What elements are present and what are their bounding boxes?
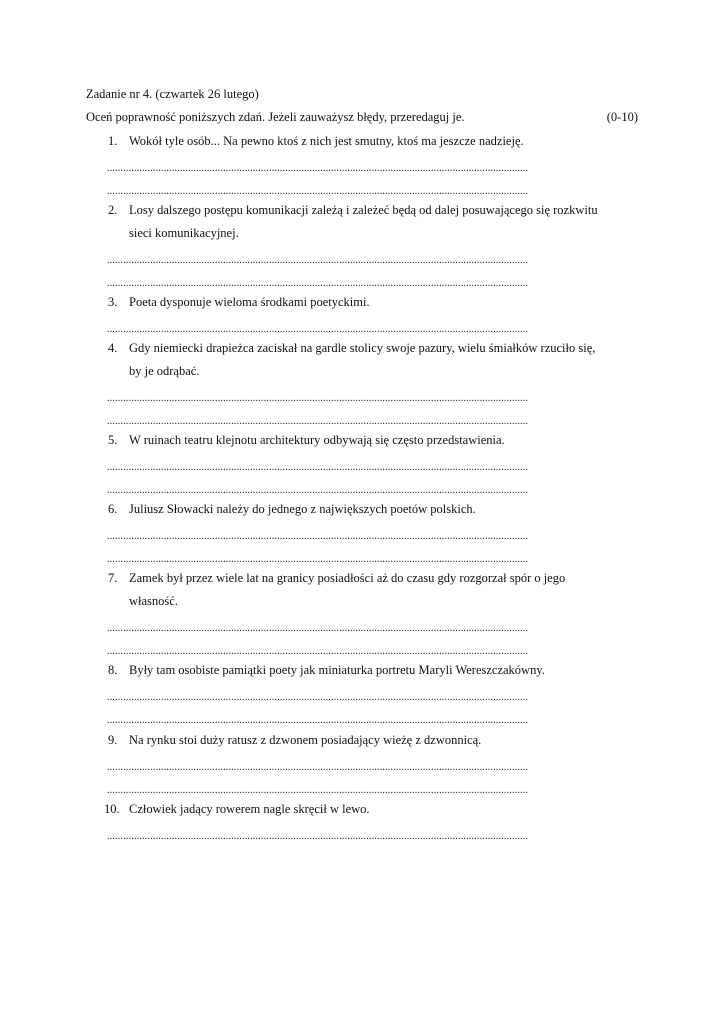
exercise-sentence (86, 798, 638, 821)
exercise-text: Na rynku stoi duży ratusz z dzwonem posiadający wieżę z dzwonnicą. (129, 733, 482, 747)
exercise-text: W ruinach teatru klejnotu architektury odbywają się często przedstawienia. (129, 433, 505, 447)
exercise-number: 3. (108, 295, 118, 309)
answer-line[interactable]: ............................................................................................................................................................ (107, 762, 529, 773)
exercise-text: Gdy niemiecki drapieżca zaciskał na gardle stolicy swoje pazury, wielu śmiałków rzuciło się, (129, 341, 596, 355)
exercise-item (86, 729, 638, 798)
answer-line[interactable]: ............................................................................................................................................................ (107, 623, 529, 634)
exercise-number: 5. (108, 433, 118, 447)
exercise-text-continued: sieci komunikacyjnej. (129, 226, 239, 240)
exercise-item (86, 659, 638, 728)
exercise-text: Poeta dysponuje wieloma środkami poetyckimi. (129, 295, 370, 309)
exercise-text: Zamek był przez wiele lat na granicy posiadłości aż do czasu gdy rozgorzał spór o jego (129, 571, 566, 585)
instruction-text: Oceń poprawność poniższych zdań. Jeżeli zauważysz błędy, przeredaguj je. (86, 110, 465, 124)
exercise-text-continued: by je odrąbać. (129, 364, 200, 378)
exercise-number: 9. (108, 733, 118, 747)
exercise-item (86, 337, 638, 429)
exercise-sentence (86, 567, 638, 613)
answer-line[interactable]: ............................................................................................................................................................ (107, 785, 529, 796)
answer-line[interactable]: ............................................................................................................................................................ (107, 485, 529, 496)
exercise-sentence (86, 498, 638, 521)
exercise-number: 4. (108, 341, 118, 355)
exercise-sentence (86, 429, 638, 452)
exercise-number: 7. (108, 571, 118, 585)
exercise-number: 10. (104, 802, 120, 816)
exercise-sentence (86, 130, 638, 153)
exercise-text: Były tam osobiste pamiątki poety jak miniaturka portretu Maryli Wereszczakówny. (129, 663, 545, 677)
instruction-row (86, 109, 638, 125)
answer-line[interactable]: ............................................................................................................................................................ (107, 186, 529, 197)
exercise-number: 6. (108, 502, 118, 516)
task-title: Zadanie nr 4. (czwartek 26 lutego) (86, 87, 259, 101)
exercise-text: Wokół tyle osób... Na pewno ktoś z nich jest smutny, ktoś ma jeszcze nadzieję. (129, 134, 524, 148)
exercise-item (86, 291, 638, 337)
answer-line[interactable]: ............................................................................................................................................................ (107, 646, 529, 657)
answer-line[interactable]: ............................................................................................................................................................ (107, 278, 529, 289)
exercise-text: Juliusz Słowacki należy do jednego z największych poetów polskich. (129, 502, 476, 516)
exercise-sentence (86, 291, 638, 314)
exercise-sentence (86, 729, 638, 752)
answer-line[interactable]: ............................................................................................................................................................ (107, 255, 529, 266)
exercise-item (86, 199, 638, 291)
exercise-text: Człowiek jadący rowerem nagle skręcił w lewo. (129, 802, 370, 816)
answer-line[interactable]: ............................................................................................................................................................ (107, 554, 529, 565)
exercise-item (86, 567, 638, 659)
exercise-sentence (86, 659, 638, 682)
exercise-number: 8. (108, 663, 118, 677)
exercise-item (86, 429, 638, 498)
exercise-number: 1. (108, 134, 118, 148)
answer-line[interactable]: ............................................................................................................................................................ (107, 393, 529, 404)
answer-line[interactable]: ............................................................................................................................................................ (107, 462, 529, 473)
exercise-item (86, 130, 638, 199)
exercise-sentence (86, 199, 638, 245)
answer-line[interactable]: ............................................................................................................................................................ (107, 692, 529, 703)
answer-line[interactable]: ............................................................................................................................................................ (107, 831, 529, 842)
exercise-text: Losy dalszego postępu komunikacji zależą i zależeć będą od dalej posuwającego się rozkwitu (129, 203, 598, 217)
exercise-item (86, 498, 638, 567)
answer-line[interactable]: ............................................................................................................................................................ (107, 531, 529, 542)
answer-line[interactable]: ............................................................................................................................................................ (107, 416, 529, 427)
answer-line[interactable]: ............................................................................................................................................................ (107, 715, 529, 726)
points-range: (0-10) (606, 110, 638, 124)
exercise-sentence (86, 337, 638, 383)
exercise-number: 2. (108, 203, 118, 217)
answer-line[interactable]: ............................................................................................................................................................ (107, 163, 529, 174)
exercise-text-continued: własność. (129, 594, 178, 608)
answer-line[interactable]: ............................................................................................................................................................ (107, 324, 529, 335)
exercise-item (86, 798, 638, 844)
